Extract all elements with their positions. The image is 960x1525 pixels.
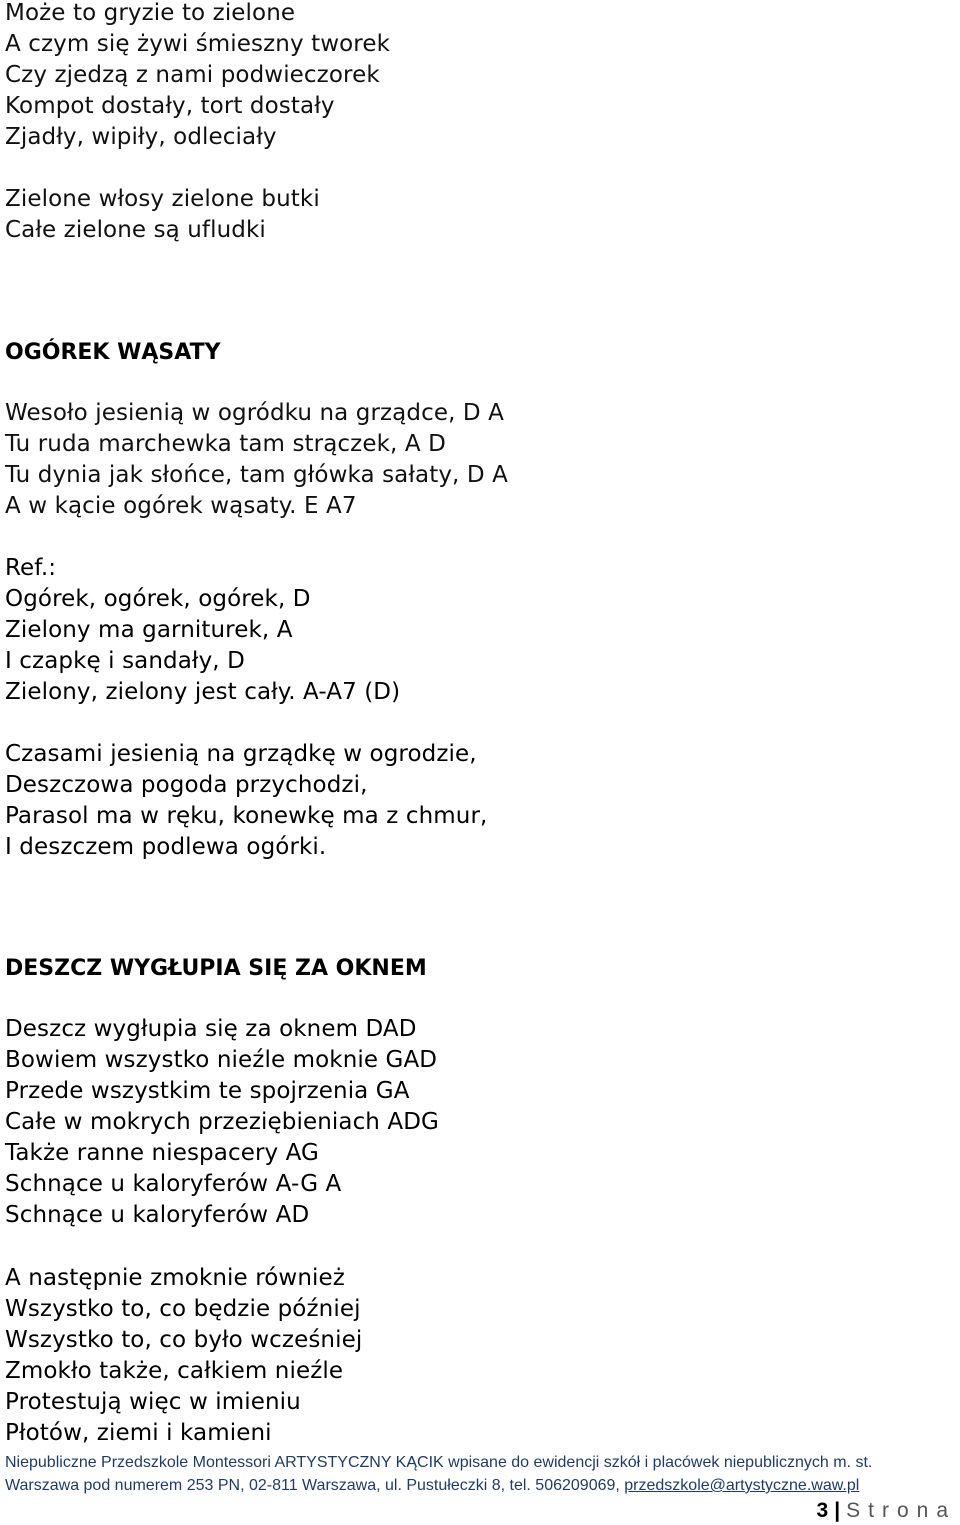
page-separator: | xyxy=(834,1499,841,1522)
page-number-block xyxy=(817,1498,956,1524)
lyric-line: A w kącie ogórek wąsaty. E A7 xyxy=(5,493,357,519)
lyric-line: Zmokło także, całkiem nieźle xyxy=(5,1358,344,1384)
lyric-line: Bowiem wszystko nieźle moknie GAD xyxy=(5,1047,438,1073)
footer-email-link[interactable]: przedszkole@artystyczne.waw.pl xyxy=(624,1477,860,1494)
lyric-line: Może to gryzie to zielone xyxy=(5,0,296,26)
lyric-line: Całe zielone są ufludki xyxy=(5,217,266,243)
lyric-line: Schnące u kaloryferów A-G A xyxy=(5,1171,342,1197)
lyric-line: Przede wszystkim te spojrzenia GA xyxy=(5,1078,410,1104)
lyric-line: Tu ruda marchewka tam strączek, A D xyxy=(5,431,446,457)
lyric-line: Deszczowa pogoda przychodzi, xyxy=(5,772,368,798)
lyric-line: Czy zjedzą z nami podwieczorek xyxy=(5,62,380,88)
lyric-line: Czasami jesienią na grządkę w ogrodzie, xyxy=(5,741,477,767)
footer-address: Warszawa pod numerem 253 PN, 02-811 Warszawa, ul. Pustułeczki 8, tel. 506209069, xyxy=(5,1477,625,1494)
lyric-line: Ogórek, ogórek, ogórek, D xyxy=(5,586,311,612)
footer-line-contact xyxy=(5,1476,859,1496)
lyric-line: Płotów, ziemi i kamieni xyxy=(5,1420,272,1446)
lyric-line: Zjadły, wipiły, odleciały xyxy=(5,124,277,150)
lyric-line: Protestują więc w imieniu xyxy=(5,1389,301,1415)
lyric-line: I czapkę i sandały, D xyxy=(5,648,245,674)
song-title: OGÓREK WĄSATY xyxy=(5,340,221,365)
lyric-line: Parasol ma w ręku, konewkę ma z chmur, xyxy=(5,803,488,829)
lyric-line: Wesoło jesienią w ogródku na grządce, D A xyxy=(5,400,504,426)
page-number: 3 xyxy=(816,1499,829,1522)
lyric-line: Schnące u kaloryferów AD xyxy=(5,1202,310,1228)
lyric-line: Deszcz wygłupia się za oknem DAD xyxy=(5,1016,417,1042)
lyric-line: Wszystko to, co było wcześniej xyxy=(5,1327,363,1353)
footer-line: Niepubliczne Przedszkole Montessori ARTYSTYCZNY KĄCIK wpisane do ewidencji szkół i placówek niepublicznych m. st. xyxy=(5,1454,873,1471)
lyric-line: Tu dynia jak słońce, tam główka sałaty, D A xyxy=(5,462,508,488)
lyric-line: A czym się żywi śmieszny tworek xyxy=(5,31,391,57)
lyric-line: Całe w mokrych przeziębieniach ADG xyxy=(5,1109,439,1135)
page-word: Strona xyxy=(846,1499,956,1522)
lyric-line: Także ranne niespacery AG xyxy=(5,1140,319,1166)
lyric-line: Zielone włosy zielone butki xyxy=(5,186,320,212)
lyric-line: Zielony, zielony jest cały. A-A7 (D) xyxy=(5,679,401,705)
refrain-label: Ref.: xyxy=(5,555,57,581)
lyric-line: A następnie zmoknie również xyxy=(5,1265,345,1291)
song-title: DESZCZ WYGŁUPIA SIĘ ZA OKNEM xyxy=(5,956,427,981)
lyric-line: Zielony ma garniturek, A xyxy=(5,617,293,643)
lyric-line: Wszystko to, co będzie później xyxy=(5,1296,361,1322)
lyric-line: I deszczem podlewa ogórki. xyxy=(5,834,327,860)
lyric-line: Kompot dostały, tort dostały xyxy=(5,93,335,119)
